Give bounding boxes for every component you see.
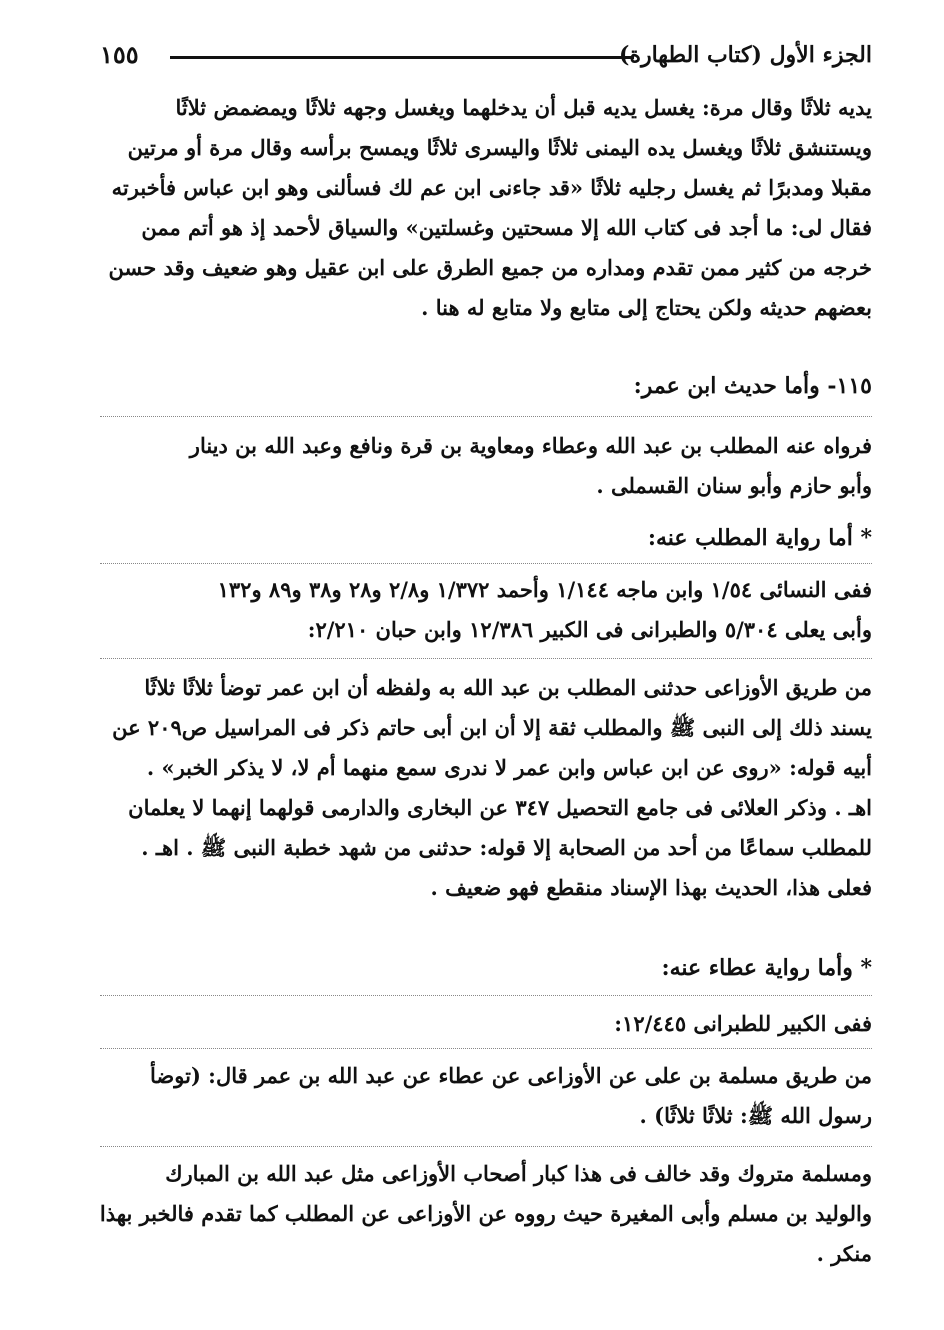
text-line: فعلى هذا، الحديث بهذا الإسناد منقطع فهو ضعيف . (430, 875, 872, 900)
text-line: وأبو حازم وأبو سنان القسملى . (596, 473, 872, 498)
separator (100, 995, 872, 996)
text-line: وأبى يعلى ٥/٣٠٤ والطبرانى فى الكبير ١٢/٣٨٦ وابن حبان ٢/٢١٠: (307, 617, 872, 642)
text-line: ففى الكبير للطبرانى ١٢/٤٤٥: (614, 1011, 872, 1036)
subheading-ata (100, 948, 872, 988)
section-heading: ١١٥- وأما حديث ابن عمر: (633, 373, 872, 399)
separator (100, 1048, 872, 1049)
paragraph-5 (100, 1004, 872, 1044)
paragraph-2 (100, 426, 872, 506)
text-line: فقال لى: ما أجد فى كتاب الله إلا مسحتين وغسلتين» والسياق لأحمد إذ هو أتم ممن (141, 215, 872, 240)
paragraph-3 (100, 570, 872, 650)
text-line: يسند ذلك إلى النبى ﷺ والمطلب ثقة إلا أن ابن أبى حاتم ذكر فى المراسيل ص٢٠٩ عن (112, 715, 872, 740)
text-line: خرجه من كثير ممن تقدم ومداره من جميع الطرق على ابن عقيل وهو ضعيف وقد حسن (108, 255, 872, 280)
text-line: بعضهم حديثه ولكن يحتاج إلى متابع ولا متابع له هنا . (421, 295, 872, 320)
running-header (100, 38, 872, 78)
text-line: رسول الله ﷺ: ثلاثًا ثلاثًا) . (639, 1103, 872, 1128)
text-line: للمطلب سماعًا من أحد من الصحابة إلا قوله: حدثنى من شهد خطبة النبى ﷺ . اهـ . (141, 835, 872, 860)
separator (100, 563, 872, 564)
header-title: الجزء الأول (كتاب الطهارة) (619, 42, 872, 68)
text-line: من طريق الأوزاعى حدثنى المطلب بن عبد الله به ولفظه أن ابن عمر توضأ ثلاثًا ثلاثًا (144, 675, 872, 700)
text-line: ففى النسائى ١/٥٤ وابن ماجه ١/١٤٤ وأحمد ١/٣٧٢ و٢/٨ و٢٨ و٣٨ و٨٩ و١٣٢ (217, 577, 872, 602)
subheading-muttalib (100, 518, 872, 558)
header-rule (170, 56, 634, 59)
text-line: ومسلمة متروك وقد خالف فى هذا كبار أصحاب الأوزاعى مثل عبد الله بن المبارك (165, 1161, 872, 1186)
text-line: من طريق مسلمة بن على عن الأوزاعى عن عطاء عن عبد الله بن عمر قال: (توضأ (150, 1063, 872, 1088)
text-line: يديه ثلاثًا وقال مرة: يغسل يديه قبل أن يدخلهما ويغسل وجهه ثلاثًا ويمضمض ثلاثًا (175, 95, 872, 120)
page-number: ١٥٥ (100, 40, 139, 69)
text-line: فرواه عنه المطلب بن عبد الله وعطاء ومعاوية بن قرة ونافع وعبد الله بن دينار (189, 433, 872, 458)
paragraph-4 (100, 668, 872, 908)
subheading: * وأما رواية عطاء عنه: (661, 955, 872, 981)
text-line: ويستنشق ثلاثًا ويغسل يده اليمنى ثلاثًا واليسرى ثلاثًا ويمسح برأسه وقال مرة أو مرتين (127, 135, 872, 160)
separator (100, 416, 872, 417)
paragraph-6 (100, 1056, 872, 1136)
text-line: والوليد بن مسلم وأبى المغيرة حيث رووه عن الأوزاعى عن المطلب كما تقدم فالخبر بهذا (100, 1201, 872, 1226)
separator (100, 1146, 872, 1147)
text-line: مقبلا ومدبرًا ثم يغسل رجليه ثلاثًا «قد جاءنى ابن عم لك فسألنى وهو ابن عباس فأخبرته (111, 175, 872, 200)
text-line: اهـ . وذكر العلائى فى جامع التحصيل ٣٤٧ عن البخارى والدارمى قولهما إنهما لا يعلمان (128, 795, 872, 820)
subheading: * أما رواية المطلب عنه: (647, 525, 872, 551)
separator (100, 658, 872, 659)
text-line: أبيه قوله: «روى عن ابن عباس وابن عمر لا ندرى سمع منهما أم لا، لا يذكر الخبر» . (146, 755, 872, 780)
section-heading-115 (100, 366, 872, 406)
paragraph-1 (100, 88, 872, 328)
text-line: منكر . (816, 1241, 872, 1266)
paragraph-7 (100, 1154, 872, 1274)
